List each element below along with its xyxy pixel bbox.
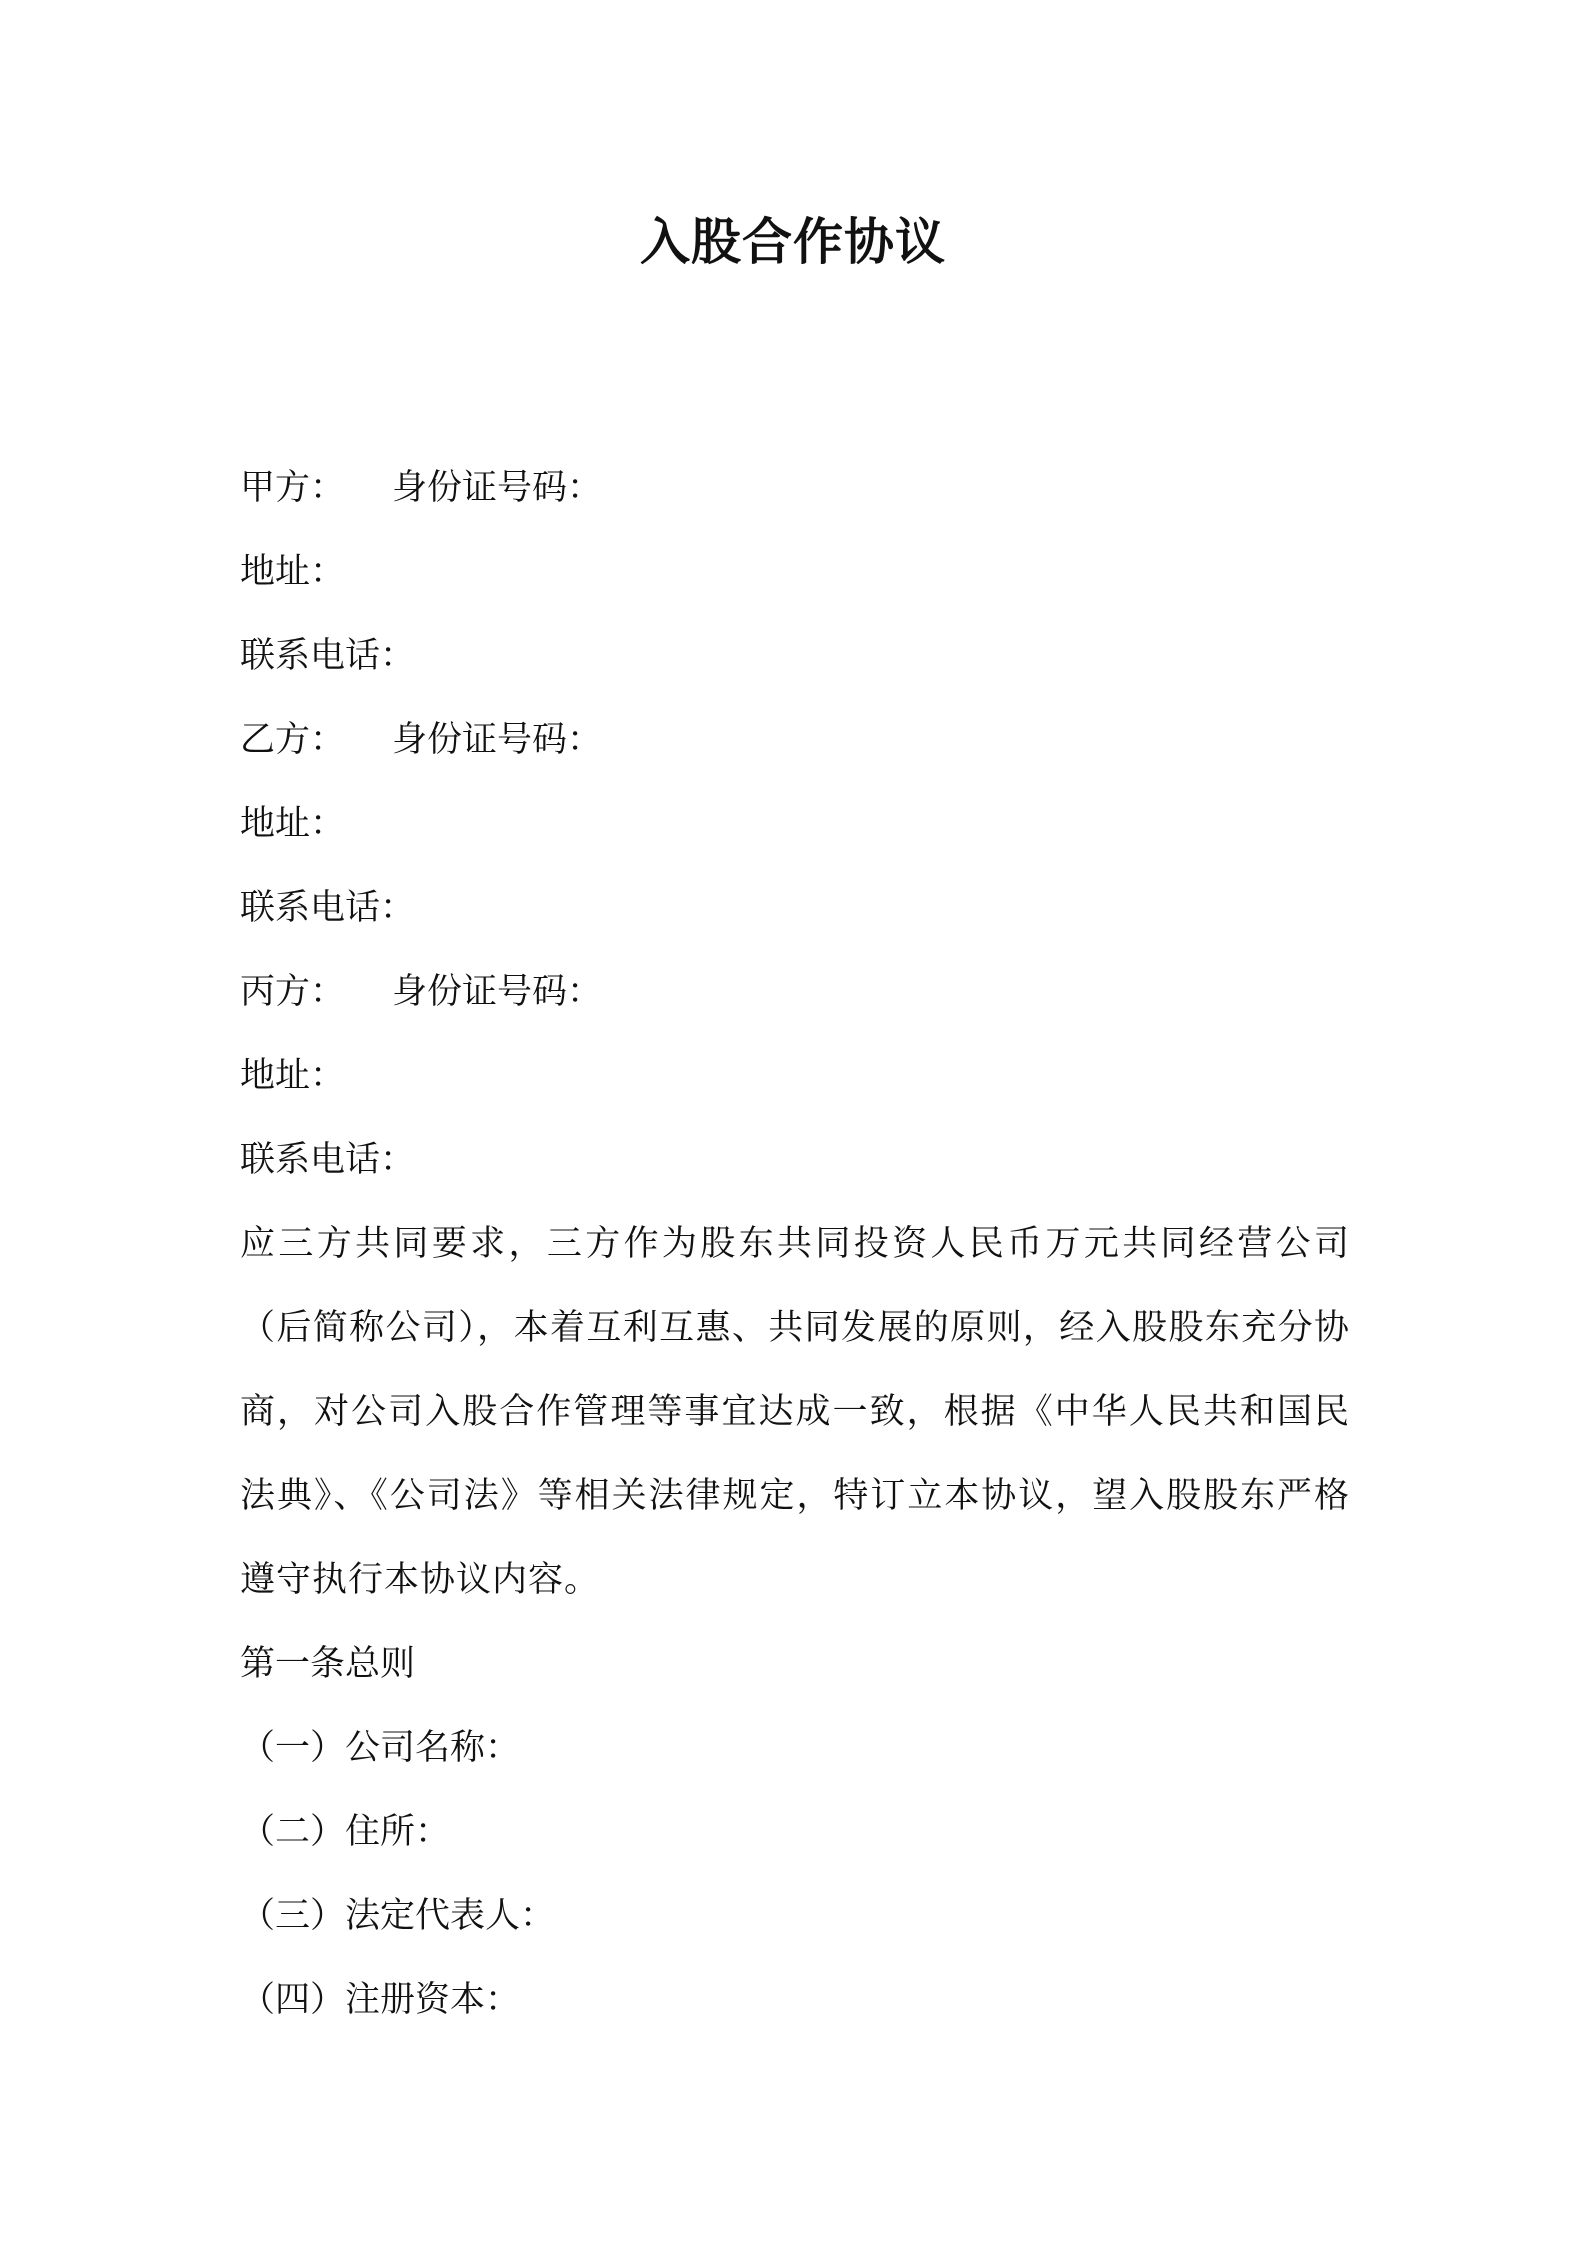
party-c-id-label: 身份证号码： (392, 972, 603, 1012)
party-a-label: 甲方： (240, 468, 346, 508)
document-body (240, 446, 1350, 2042)
party-a-phone-label: 联系电话： (240, 636, 416, 676)
party-a-id-label: 身份证号码： (392, 468, 603, 508)
article-1-item: （三）法定代表人： (240, 1896, 556, 1936)
party-b-phone-label: 联系电话： (240, 888, 416, 928)
article-1-item: （二）住所： (240, 1812, 451, 1852)
party-c-line (240, 950, 1350, 1034)
document-title: 入股合作协议 (640, 213, 946, 271)
party-b-line (240, 698, 1350, 782)
article-1-heading: 第一条总则 (240, 1644, 416, 1684)
preamble-paragraph: 应三方共同要求，三方作为股东共同投资人民币万元共同经营公司（后简称公司），本着互利互惠、共同发展的原则，经入股股东充分协商，对公司入股合作管理等事宜达成一致，根据《中华人民共和国民法典》、《公司法》等相关法律规定，特订立本协议，望入股股东严格遵守执行本协议内容。 (240, 1224, 1350, 1600)
party-b-id-label: 身份证号码： (392, 720, 603, 760)
party-c-label: 丙方： (240, 972, 346, 1012)
party-c-address-label: 地址： (240, 1056, 346, 1096)
party-a-line (240, 446, 1350, 530)
article-1-item: （一）公司名称： (240, 1728, 521, 1768)
party-b-label: 乙方： (240, 720, 346, 760)
party-a-address-label: 地址： (240, 552, 346, 592)
party-b-address-label: 地址： (240, 804, 346, 844)
party-c-phone-label: 联系电话： (240, 1140, 416, 1180)
article-1-item: （四）注册资本： (240, 1980, 521, 2020)
